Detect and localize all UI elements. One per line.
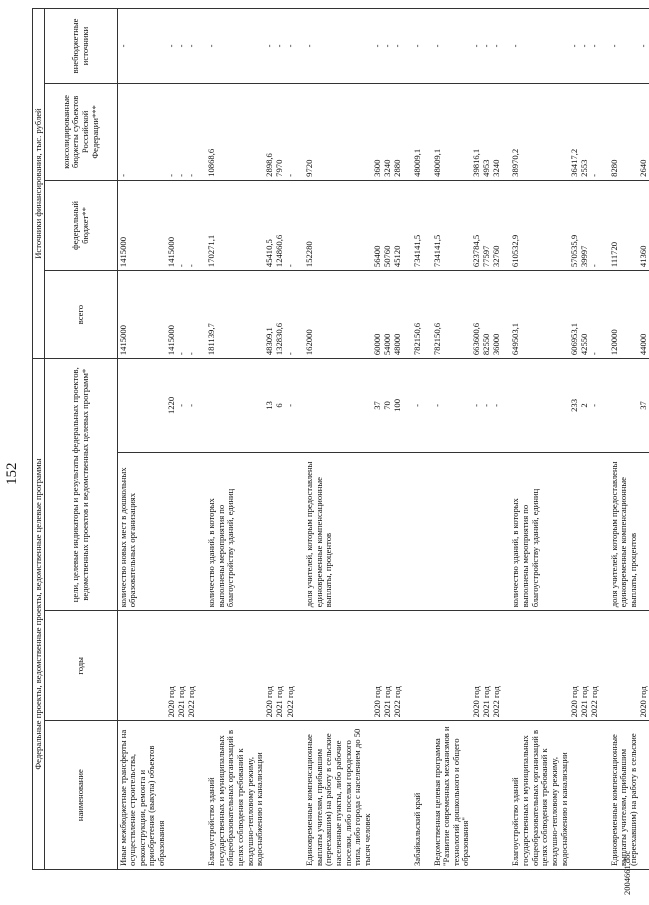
cell-regional: 7970 [275,83,285,180]
cell-year: 2020 год [638,611,648,721]
cell-indicator-value: - [589,359,599,453]
cell-regional: 8280 [600,83,639,180]
cell-total: 1415000 [118,271,167,359]
cell-total: 606953,1 [569,271,579,359]
table-row [383,9,393,870]
cell-regional: 2553 [579,83,589,180]
cell-extra: - [373,9,383,84]
cell-total: - [285,271,295,359]
cell-regional: 48009,1 [423,83,472,180]
table-row [481,9,491,870]
cell-goal [471,452,481,611]
table-body [118,9,649,870]
cell-total: 782150,6 [423,271,472,359]
cell-name: Иные межбюджетные трансферты на осуществление строительства, реконструкции, ремонта и приобретения (выкупа) объектов образования [118,721,167,870]
cell-year [197,611,265,721]
cell-total: 44000 [638,271,648,359]
table-row [471,9,481,870]
cell-regional: 10868,6 [197,83,265,180]
cell-federal: 623784,5 [471,180,481,270]
table-row [393,9,403,870]
cell-extra: - [569,9,579,84]
cell-regional: 39816,1 [471,83,481,180]
cell-indicator-value [197,359,265,453]
cell-name: Забайкальский край [403,721,423,870]
cell-name [383,721,393,870]
cell-federal: 39997 [579,180,589,270]
cell-goal [579,452,589,611]
cell-total: - [187,271,197,359]
cell-total: 48309,1 [265,271,275,359]
cell-name: Единовременные компенсационные выплаты учителям, прибывшим (переехавшим) на работу в сельские [600,721,639,870]
header-group-projects: Федеральные проекты, ведомственные проекты, ведомственные целевые программы [33,359,45,870]
cell-extra: - [197,9,265,84]
table-row [118,9,167,870]
cell-goal [569,452,579,611]
cell-total: 1415000 [167,271,177,359]
cell-year: 2022 год [589,611,599,721]
cell-goal [589,452,599,611]
cell-year: 2022 год [285,611,295,721]
cell-federal: - [285,180,295,270]
cell-name [569,721,579,870]
cell-federal: 152280 [295,180,372,270]
cell-extra: - [177,9,187,84]
cell-extra: - [471,9,481,84]
cell-federal: - [177,180,187,270]
cell-federal: - [589,180,599,270]
cell-year: 2021 год [275,611,285,721]
cell-name [167,721,177,870]
cell-federal: 56400 [373,180,383,270]
cell-goal [638,452,648,611]
cell-regional: - [285,83,295,180]
cell-year [118,611,167,721]
cell-extra: - [638,9,648,84]
cell-total: 162000 [295,271,372,359]
cell-regional: 2640 [638,83,648,180]
cell-federal: 41360 [638,180,648,270]
cell-indicator-value [501,359,569,453]
cell-extra: - [579,9,589,84]
cell-goal: количество зданий, в которых выполнены мероприятия по благоустройству зданий, единиц [501,452,569,611]
table-row [600,9,639,870]
cell-total: 120000 [600,271,639,359]
cell-name [177,721,187,870]
cell-federal: - [187,180,197,270]
cell-year [501,611,569,721]
cell-indicator-value [600,359,639,453]
cell-goal [167,452,177,611]
cell-regional: 3240 [491,83,501,180]
cell-total: 60000 [373,271,383,359]
table-row [197,9,265,870]
cell-federal: 734141,5 [423,180,472,270]
cell-total: - [589,271,599,359]
cell-federal: 610532,9 [501,180,569,270]
cell-total: 181139,7 [197,271,265,359]
cell-year [403,611,423,721]
header-name: наименование [45,721,118,870]
cell-regional: 48009,1 [403,83,423,180]
cell-indicator-value: - [177,359,187,453]
cell-goal [423,452,472,611]
cell-goal [187,452,197,611]
cell-total: 48000 [393,271,403,359]
cell-indicator-value: - [471,359,481,453]
table-row [501,9,569,870]
cell-federal: 111720 [600,180,639,270]
cell-year: 2020 год [265,611,275,721]
cell-goal [265,452,275,611]
cell-federal: 32760 [491,180,501,270]
cell-total: 132830,6 [275,271,285,359]
cell-name [275,721,285,870]
cell-extra: - [187,9,197,84]
cell-regional: 3240 [383,83,393,180]
programs-table [32,8,649,870]
cell-total: 649503,1 [501,271,569,359]
cell-indicator-value: 13 [265,359,275,453]
table-row [167,9,177,870]
cell-extra: - [423,9,472,84]
cell-name: Благоустройство зданий государственных и муниципальных общеобразовательных организаций в целях соблюдения требований к воздушно-тепловому режиму, водоснабжению и канализации [501,721,569,870]
cell-extra: - [167,9,177,84]
cell-indicator-value: - [187,359,197,453]
cell-goal: доля учителей, которым предоставлены единовременные компенсационные выплаты, процентов [600,452,639,611]
cell-indicator-value: - [423,359,472,453]
cell-total: 36000 [491,271,501,359]
cell-extra: - [118,9,167,84]
cell-year: 2021 год [579,611,589,721]
table-row [265,9,275,870]
cell-federal: 45410,5 [265,180,275,270]
header-regional: консолидированные бюджеты субъектов Российской Федерации*** [45,83,118,180]
cell-name [481,721,491,870]
cell-total: 663600,6 [471,271,481,359]
cell-federal: 170271,1 [197,180,265,270]
cell-year: 2022 год [393,611,403,721]
cell-indicator-value: 233 [569,359,579,453]
table-row [187,9,197,870]
cell-indicator-value: 2 [579,359,589,453]
cell-name [589,721,599,870]
table-row [177,9,187,870]
header-years: годы [45,611,118,721]
cell-goal [383,452,393,611]
cell-indicator-value: - [481,359,491,453]
cell-indicator-value [295,359,372,453]
cell-year: 2020 год [569,611,579,721]
cell-total: 54000 [383,271,393,359]
cell-indicator-value [118,359,167,453]
cell-goal [275,452,285,611]
cell-federal: 1415000 [167,180,177,270]
cell-name [491,721,501,870]
cell-name [471,721,481,870]
cell-indicator-value: 37 [373,359,383,453]
cell-regional: 3600 [373,83,383,180]
cell-indicator-value: 1220 [167,359,177,453]
cell-total: 42550 [579,271,589,359]
cell-name [265,721,275,870]
header-federal: федеральный бюджет** [45,180,118,270]
cell-indicator-value: 70 [383,359,393,453]
cell-goal: доля учителей, которым предоставлены единовременные компенсационные выплаты, процентов [295,452,372,611]
cell-regional: - [187,83,197,180]
cell-regional: 9720 [295,83,372,180]
cell-goal [177,452,187,611]
cell-extra: - [501,9,569,84]
header-total: всего [45,271,118,359]
cell-extra: - [383,9,393,84]
cell-indicator-value: - [285,359,295,453]
table-row [285,9,295,870]
doc-id: 2004661.doc [622,850,632,895]
cell-indicator-value: - [491,359,501,453]
cell-year: 2020 год [373,611,383,721]
table-row [423,9,472,870]
table-row [638,9,648,870]
cell-name: Ведомственная целевая программа "Развитие современных механизмов и технологий дошкольного и общего образования" [423,721,472,870]
table-row [589,9,599,870]
cell-year [600,611,639,721]
cell-indicator-value: 37 [638,359,648,453]
table-row [275,9,285,870]
cell-regional: - [118,83,167,180]
cell-regional: 2880 [393,83,403,180]
cell-regional: - [167,83,177,180]
cell-federal: 570535,9 [569,180,579,270]
header-funding-title: Источники финансирования, тыс. рублей [33,9,45,359]
cell-federal: 50760 [383,180,393,270]
table-row [579,9,589,870]
cell-goal: количество новых мест в дошкольных образовательных организациях [118,452,167,611]
cell-year: 2020 год [167,611,177,721]
header-extra: внебюджетные источники [45,9,118,84]
cell-indicator-value: - [403,359,423,453]
cell-year [295,611,372,721]
cell-federal: 734141,5 [403,180,423,270]
cell-total: - [177,271,187,359]
table-row [569,9,579,870]
cell-regional: - [177,83,187,180]
cell-total: 82550 [481,271,491,359]
table-row [491,9,501,870]
table-row [295,9,372,870]
cell-extra: - [265,9,275,84]
cell-year: 2021 год [383,611,393,721]
cell-name [187,721,197,870]
cell-regional: - [589,83,599,180]
header-goals: цели, целевые индикаторы и результаты федеральных проектов, ведомственных проектов и ведомственных целевых программ* [45,359,118,611]
cell-year: 2022 год [491,611,501,721]
cell-extra: - [295,9,372,84]
cell-total: 782150,6 [403,271,423,359]
cell-year: 2020 год [471,611,481,721]
cell-goal [285,452,295,611]
cell-federal: 1415000 [118,180,167,270]
cell-indicator-value: 100 [393,359,403,453]
cell-extra: - [285,9,295,84]
cell-extra: - [491,9,501,84]
cell-goal: количество зданий, в которых выполнены мероприятия по благоустройству зданий, единиц [197,452,265,611]
cell-federal: 45120 [393,180,403,270]
cell-year: 2022 год [187,611,197,721]
table-row [373,9,383,870]
table-row [403,9,423,870]
cell-goal [481,452,491,611]
cell-year: 2021 год [481,611,491,721]
cell-extra: - [393,9,403,84]
cell-regional: 38970,2 [501,83,569,180]
cell-name [285,721,295,870]
cell-name: Благоустройство зданий государственных и муниципальных общеобразовательных организаций в целях соблюдения требований к воздушно-тепловому режиму, водоснабжению и канализации [197,721,265,870]
cell-name: Единовременные компенсационные выплаты учителям, прибывшим (переехавшим) на работу в сельские населенные пункты, либо рабочие поселки, либо поселки городского типа, либо города с населением до 50 тысяч человек [295,721,372,870]
cell-extra: - [275,9,285,84]
cell-name [579,721,589,870]
cell-federal: 124860,6 [275,180,285,270]
cell-year: 2021 год [177,611,187,721]
cell-indicator-value: 6 [275,359,285,453]
cell-extra: - [600,9,639,84]
cell-year [423,611,472,721]
cell-regional: 2898,6 [265,83,275,180]
cell-regional: 36417,2 [569,83,579,180]
cell-goal [491,452,501,611]
cell-goal [393,452,403,611]
cell-extra: - [481,9,491,84]
cell-extra: - [403,9,423,84]
cell-regional: 4953 [481,83,491,180]
cell-name [393,721,403,870]
cell-extra: - [589,9,599,84]
cell-goal [403,452,423,611]
cell-name [638,721,648,870]
cell-goal [373,452,383,611]
page-number: 152 [4,462,20,485]
cell-federal: 77597 [481,180,491,270]
cell-name [373,721,383,870]
